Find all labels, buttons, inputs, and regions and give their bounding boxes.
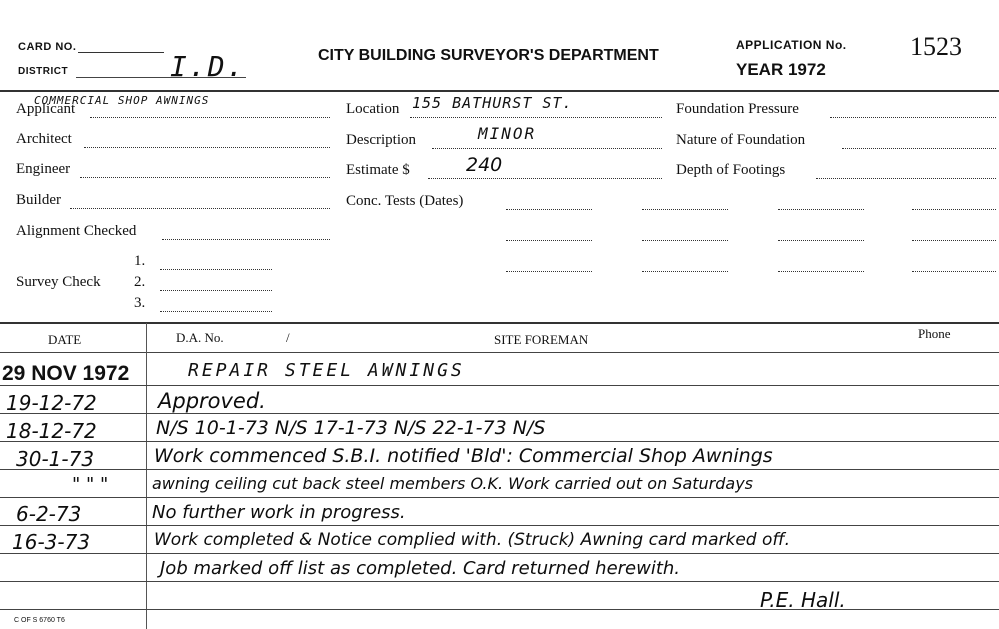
date-header: DATE xyxy=(48,332,82,347)
description-value: MINOR xyxy=(478,124,537,143)
applicant-line xyxy=(90,117,330,118)
date-column-divider xyxy=(146,323,147,629)
description-label: Description xyxy=(346,132,416,148)
conc-test-line xyxy=(912,240,996,241)
log-entry: Job marked off list as completed. Card returned herewith. xyxy=(160,558,681,579)
log-date-ditto: " " " xyxy=(72,474,109,495)
log-row-rule xyxy=(0,497,999,498)
phone-header: Phone xyxy=(918,326,951,341)
engineer-label: Engineer xyxy=(16,161,71,177)
log-top-border xyxy=(0,322,999,324)
estimate-value: 240 xyxy=(466,154,503,176)
year-label: YEAR 1972 xyxy=(736,60,826,79)
conc-test-line xyxy=(642,271,728,272)
survey-item-3: 3. xyxy=(134,295,146,311)
application-no-label: APPLICATION No. xyxy=(736,38,847,52)
card-no-label: CARD NO. xyxy=(18,41,77,53)
location-value: 155 BATHURST ST. xyxy=(412,94,573,112)
log-entry: REPAIR STEEL AWNINGS xyxy=(188,360,465,381)
foundation-pressure-line xyxy=(830,117,996,118)
survey-item-1: 1. xyxy=(134,253,146,269)
log-row-rule xyxy=(0,469,999,470)
applicant-label: Applicant xyxy=(16,101,76,117)
builder-line xyxy=(70,208,330,209)
conc-test-line xyxy=(778,209,864,210)
survey-line-2 xyxy=(160,290,272,291)
application-no-value: 1523 xyxy=(910,32,962,61)
signature: P.E. Hall. xyxy=(760,588,846,612)
log-entry: Work completed & Notice complied with. (Struck) Awning card marked off. xyxy=(154,530,791,550)
log-row-rule xyxy=(0,525,999,526)
conc-test-line xyxy=(642,240,728,241)
log-row-rule xyxy=(0,441,999,442)
site-foreman-header: SITE FOREMAN xyxy=(494,332,589,347)
survey-item-2: 2. xyxy=(134,274,146,290)
da-no-header: D.A. No. xyxy=(176,330,224,345)
builder-label: Builder xyxy=(16,192,61,208)
district-value: I.D. xyxy=(170,50,246,83)
conc-test-line xyxy=(778,240,864,241)
alignment-checked-label: Alignment Checked xyxy=(16,223,137,239)
log-date-stamp: 29 NOV 1972 xyxy=(2,362,130,385)
foundation-pressure-label: Foundation Pressure xyxy=(676,101,799,117)
conc-test-line xyxy=(778,271,864,272)
log-entry: N/S 10-1-73 N/S 17-1-73 N/S 22-1-73 N/S xyxy=(156,417,546,439)
survey-line-3 xyxy=(160,311,272,312)
da-no-slash: / xyxy=(286,330,290,345)
log-date: 30-1-73 xyxy=(16,447,95,471)
card-no-line xyxy=(78,52,164,53)
architect-line xyxy=(84,147,330,148)
location-label: Location xyxy=(346,101,400,117)
conc-test-line xyxy=(912,271,996,272)
log-date: 16-3-73 xyxy=(12,530,91,554)
nature-foundation-label: Nature of Foundation xyxy=(676,132,806,148)
log-entry: Work commenced S.B.I. notified 'Bld': Commercial Shop Awnings xyxy=(154,445,773,467)
location-line xyxy=(410,117,662,118)
department-title: CITY BUILDING SURVEYOR'S DEPARTMENT xyxy=(318,47,659,64)
log-row-rule xyxy=(0,553,999,554)
conc-tests-label: Conc. Tests (Dates) xyxy=(346,193,464,209)
district-label: DISTRICT xyxy=(18,66,69,77)
engineer-line xyxy=(80,177,330,178)
estimate-label: Estimate $ xyxy=(346,162,410,178)
log-date: 6-2-73 xyxy=(16,502,82,526)
header-divider xyxy=(0,90,999,92)
survey-check-label: Survey Check xyxy=(16,274,101,290)
depth-footings-label: Depth of Footings xyxy=(676,162,786,178)
nature-foundation-line xyxy=(842,148,996,149)
form-code: C OF S 6760 T6 xyxy=(14,617,65,624)
log-entry: Approved. xyxy=(158,389,266,413)
log-date: 18-12-72 xyxy=(6,419,97,443)
depth-footings-line xyxy=(816,178,996,179)
log-row-rule xyxy=(0,385,999,386)
conc-test-line xyxy=(912,209,996,210)
alignment-line xyxy=(162,239,330,240)
log-row-rule xyxy=(0,581,999,582)
log-row-rule xyxy=(0,609,999,610)
description-line xyxy=(432,148,662,149)
estimate-line xyxy=(428,178,662,179)
conc-test-line xyxy=(506,240,592,241)
architect-label: Architect xyxy=(16,131,72,147)
log-row-rule xyxy=(0,413,999,414)
survey-line-1 xyxy=(160,269,272,270)
conc-test-line xyxy=(506,271,592,272)
conc-test-line xyxy=(642,209,728,210)
log-date: 19-12-72 xyxy=(6,391,97,415)
log-header-border xyxy=(0,352,999,353)
conc-test-line xyxy=(506,209,592,210)
log-entry: awning ceiling cut back steel members O.K. Work carried out on Saturdays xyxy=(152,474,754,493)
applicant-value: COMMERCIAL SHOP AWNINGS xyxy=(34,94,210,107)
log-entry: No further work in progress. xyxy=(152,502,406,523)
